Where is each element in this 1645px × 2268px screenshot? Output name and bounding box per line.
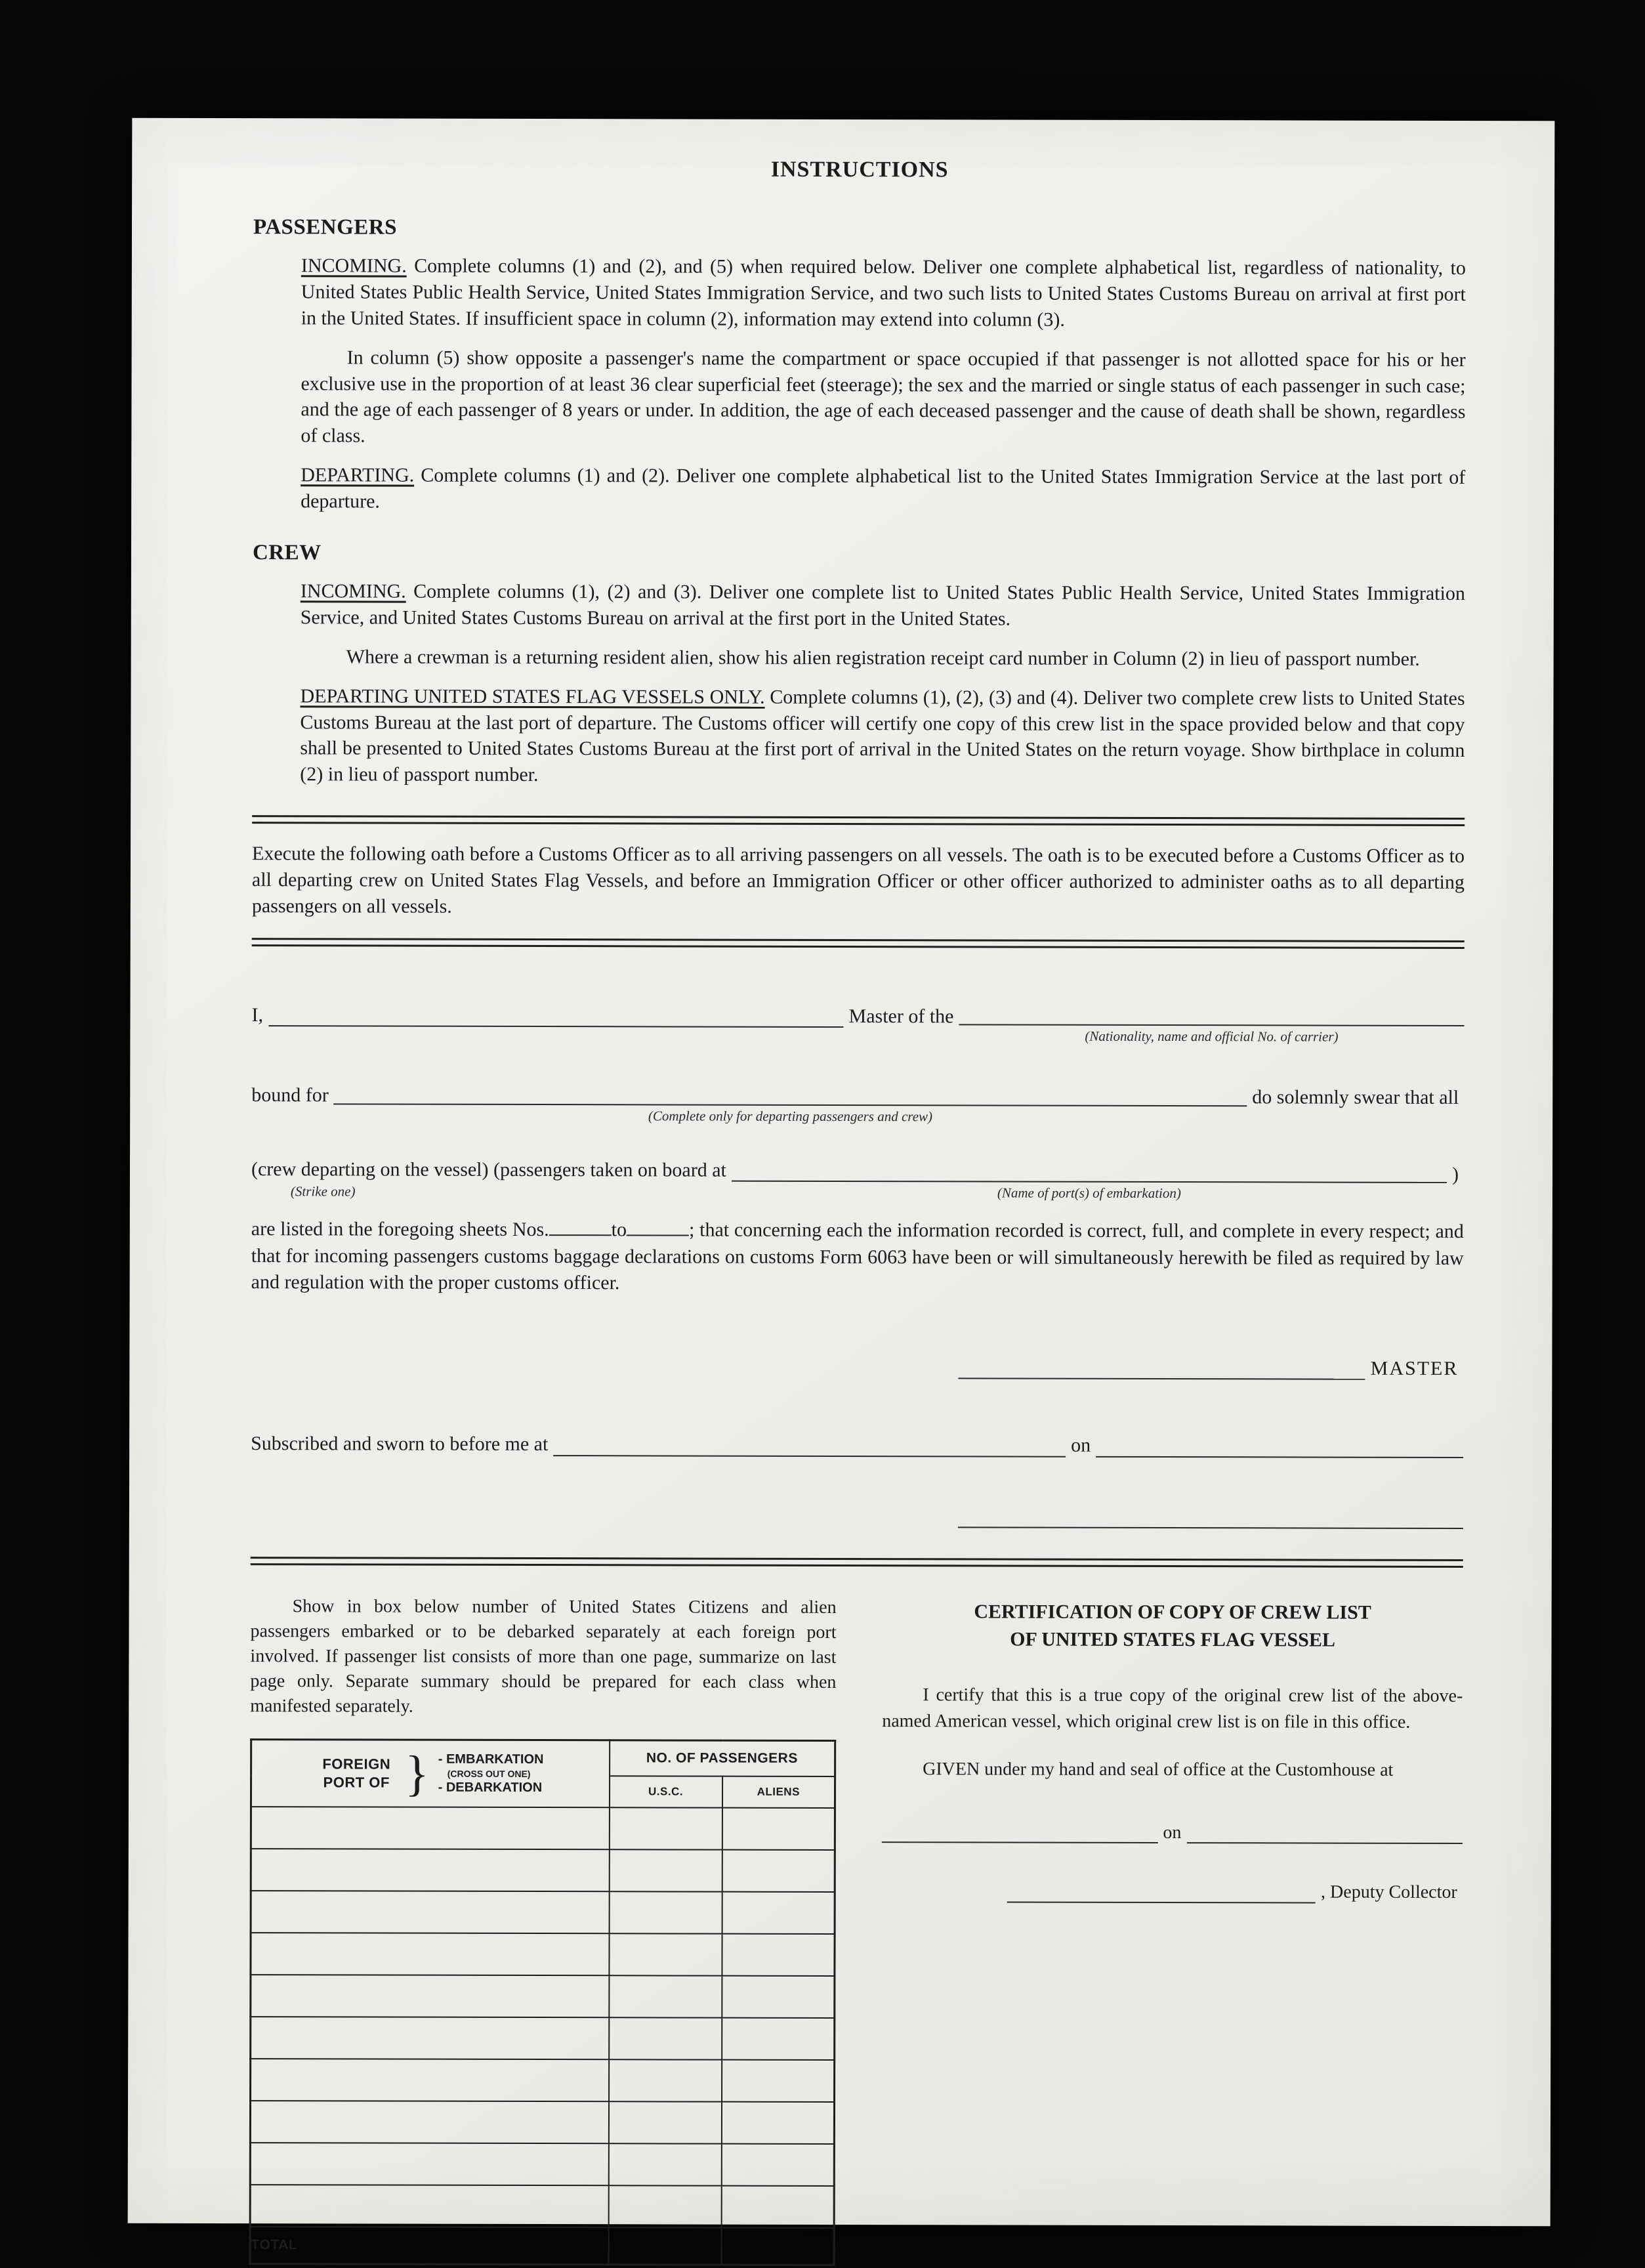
passengers-heading: PASSENGERS bbox=[253, 215, 1466, 242]
summary-table-row bbox=[250, 2101, 834, 2144]
summary-table-cell bbox=[721, 2144, 834, 2186]
summary-table-cell bbox=[250, 2185, 608, 2227]
summary-table-cell bbox=[251, 1891, 609, 1933]
summary-table-cell bbox=[250, 2143, 608, 2185]
carrier-blank-group bbox=[959, 1018, 1464, 1030]
summary-table-cell bbox=[251, 2059, 609, 2101]
certify-paragraph: I certify that this is a true copy of the original crew list of the above-named American vessel, which original crew list is on file in this office. bbox=[882, 1682, 1463, 1735]
summary-table-cell bbox=[609, 1808, 722, 1850]
summary-table-row bbox=[250, 2143, 834, 2186]
swear-text: do solemnly swear that all bbox=[1247, 1087, 1464, 1110]
certification-title bbox=[882, 1598, 1463, 1654]
summary-table-cell bbox=[608, 2186, 721, 2228]
crew-departing-line bbox=[251, 1158, 1464, 1186]
customhouse-on-label: on bbox=[1157, 1822, 1186, 1843]
summary-table-cell bbox=[722, 1850, 835, 1892]
deputy-collector-line bbox=[882, 1881, 1463, 1903]
debarkation-label: - DEBARKATION bbox=[438, 1780, 544, 1796]
foreign-port-header-cell bbox=[251, 1740, 609, 1808]
summary-table-cell bbox=[722, 1808, 835, 1850]
sworn-place-blank bbox=[553, 1448, 1066, 1458]
oath-intro-paragraph: Execute the following oath before a Customs Officer as to all arriving passengers on all vessels. The oath is to be executed before a Customs Officer as to all departing crew on United States Flag Vessels, and before an Immigration Officer or other officer authorized to administer oaths as to all departing passengers on all vessels. bbox=[252, 841, 1465, 922]
summary-table-header bbox=[251, 1740, 835, 1808]
crew-resident-alien-paragraph: Where a crewman is a returning resident alien, show his alien registration receipt card number in Column (2) in lieu of passport number. bbox=[301, 644, 1465, 673]
customhouse-line bbox=[882, 1822, 1463, 1844]
i-label: I, bbox=[251, 1004, 268, 1027]
embarkation-port-caption: (Name of port(s) of embarkation) bbox=[732, 1182, 1447, 1186]
crew-heading: CREW bbox=[253, 541, 1465, 568]
summary-table-cell bbox=[722, 1934, 835, 1976]
customhouse-date-blank bbox=[1186, 1836, 1463, 1844]
strike-one-group bbox=[251, 1158, 732, 1185]
subscribed-text: Subscribed and sworn to before me at bbox=[251, 1433, 553, 1456]
listed-text-2: ; that concerning each the information recorded is correct, full, and complete in every respect; and that for incoming passengers customs baggage declarations on customs Form 6063 have been or will simultaneously herewith be filed as required by law and regulation with the proper customs officer. bbox=[251, 1219, 1464, 1294]
bound-for-label: bound for bbox=[251, 1085, 334, 1108]
deputy-signature-blank bbox=[1007, 1895, 1316, 1903]
summary-table-cell bbox=[722, 2018, 835, 2060]
sheets-listed-paragraph bbox=[251, 1217, 1464, 1299]
summary-table-row bbox=[251, 1933, 835, 1976]
passenger-summary-column bbox=[249, 1591, 837, 2266]
passengers-incoming-text: Complete columns (1) and (2), and (5) when required below. Deliver one complete alphabetical list, regardless of nationality, to United States Public Health Service, United States Immigration Service, and two such lists to United States Customs Bureau on arrival at first port in the United States. If insufficient space in column (2), information may extend into column (3). bbox=[301, 255, 1466, 331]
summary-table-cell bbox=[609, 1976, 722, 2018]
summary-table-empty-rows bbox=[250, 1807, 835, 2228]
master-name-blank bbox=[268, 1019, 844, 1028]
certification-title-line1: CERTIFICATION OF COPY OF CREW LIST bbox=[883, 1598, 1463, 1627]
summary-table-row bbox=[251, 1975, 835, 2018]
summary-table-row bbox=[251, 2017, 835, 2060]
master-signature-line bbox=[251, 1355, 1463, 1380]
summary-table-cell bbox=[722, 1976, 835, 2018]
summary-table-cell bbox=[609, 2060, 722, 2102]
embarkation-port-blank-group bbox=[732, 1174, 1447, 1186]
summary-table-cell bbox=[722, 1892, 835, 1934]
given-paragraph: GIVEN under my hand and seal of office at the Customhouse at bbox=[882, 1757, 1463, 1784]
strike-one-caption: (Strike one) bbox=[251, 1181, 732, 1185]
foreign-port-header-inner bbox=[252, 1744, 609, 1803]
to-label: to bbox=[612, 1219, 627, 1241]
summary-table-cell bbox=[608, 2102, 721, 2144]
summary-table-row bbox=[251, 1891, 835, 1934]
master-label: MASTER bbox=[1365, 1358, 1464, 1381]
summary-table-cell bbox=[251, 2017, 609, 2059]
aliens-header: ALIENS bbox=[722, 1776, 835, 1808]
no-of-passengers-header: NO. OF PASSENGERS bbox=[610, 1740, 835, 1776]
brace-glyph: } bbox=[405, 1753, 429, 1796]
summary-table-cell bbox=[721, 2186, 834, 2228]
crew-incoming-text: Complete columns (1), (2) and (3). Deliver one complete list to United States Public Health Service, United States Immigration Service, and United States Customs Bureau on arrival at the first port in the United States. bbox=[301, 581, 1465, 630]
summary-table-cell bbox=[251, 1807, 609, 1849]
summary-table-row bbox=[251, 2059, 835, 2102]
summary-table-cell bbox=[251, 1933, 609, 1975]
summary-table-cell bbox=[251, 1849, 609, 1891]
usc-header: U.S.C. bbox=[609, 1776, 722, 1808]
master-signature-spacer bbox=[251, 1378, 958, 1379]
embark-debark-stack bbox=[438, 1752, 544, 1797]
master-of-the-label: Master of the bbox=[844, 1005, 959, 1028]
summary-table-cell bbox=[609, 1892, 722, 1934]
carrier-caption: (Nationality, name and official No. of carrier) bbox=[959, 1026, 1464, 1030]
summary-table-cell bbox=[609, 2018, 722, 2060]
summary-table-cell bbox=[609, 1934, 722, 1976]
passengers-incoming-paragraph bbox=[301, 253, 1466, 333]
master-signature-blank bbox=[959, 1372, 1365, 1380]
summary-table-cell bbox=[251, 1975, 609, 2017]
crew-incoming-label: INCOMING. bbox=[301, 580, 406, 602]
summary-table-row bbox=[251, 1807, 835, 1850]
officer-signature-spacer bbox=[251, 1526, 958, 1528]
double-rule-top bbox=[252, 815, 1465, 826]
summary-table-cell bbox=[722, 2060, 835, 2102]
deputy-collector-label: , Deputy Collector bbox=[1316, 1882, 1463, 1904]
crew-departing-paragraph bbox=[300, 683, 1465, 790]
listed-text-1: are listed in the foregoing sheets Nos. bbox=[251, 1219, 549, 1241]
passengers-departing-paragraph bbox=[301, 463, 1465, 517]
summary-instructions: Show in box below number of United States Citizens and alien passengers embarked or to be debarked separately at each foreign port involved. If passenger list consists of more than one page, summarize on last page only. Separate summary should be prepared for each class when manifested separately. bbox=[250, 1594, 836, 1720]
certification-title-line2: OF UNITED STATES FLAG VESSEL bbox=[882, 1626, 1463, 1654]
summary-table-row bbox=[251, 1849, 835, 1892]
passengers-departing-label: DEPARTING. bbox=[301, 465, 414, 486]
crew-departing-text: Complete columns (1), (2), (3) and (4). Deliver two complete crew lists to United States Customs Bureau at the last port of departure. The Customs officer will certify one copy of this crew list in the space provided below and that copy shall be presented to United States Customs Bureau at the first port of arrival in the United States on the return voyage. Show birthplace in column (2) in lieu of passport number. bbox=[300, 686, 1465, 786]
sheets-from-blank bbox=[549, 1232, 612, 1236]
page-title: INSTRUCTIONS bbox=[253, 156, 1466, 184]
master-name-line bbox=[251, 1004, 1464, 1029]
destination-caption: (Complete only for departing passengers and crew) bbox=[334, 1104, 1247, 1109]
total-label-cell: TOTAL bbox=[250, 2227, 608, 2265]
close-paren: ) bbox=[1447, 1164, 1464, 1186]
crew-departing-label: DEPARTING UNITED STATES FLAG VESSELS ONLY. bbox=[300, 685, 764, 707]
sworn-on-label: on bbox=[1066, 1435, 1096, 1458]
sworn-date-blank bbox=[1096, 1450, 1463, 1458]
bound-for-line bbox=[251, 1085, 1464, 1110]
passengers-incoming-label: INCOMING. bbox=[301, 255, 407, 276]
paper bbox=[128, 118, 1555, 2227]
summary-table-cell bbox=[721, 2102, 834, 2144]
cross-out-one-label: (CROSS OUT ONE) bbox=[438, 1768, 544, 1780]
total-usc-cell bbox=[608, 2228, 721, 2265]
summary-table-cell bbox=[608, 2144, 721, 2186]
summary-table-cell bbox=[250, 2101, 608, 2143]
total-aliens-cell bbox=[721, 2228, 834, 2265]
crew-incoming-paragraph bbox=[301, 578, 1465, 633]
passenger-summary-table bbox=[249, 1738, 837, 2266]
subscribed-line bbox=[251, 1433, 1463, 1458]
double-rule-oath bbox=[252, 938, 1465, 949]
destination-blank-group bbox=[334, 1097, 1247, 1109]
officer-signature-line bbox=[251, 1519, 1463, 1529]
summary-table-cell bbox=[609, 1850, 722, 1892]
bottom-section bbox=[249, 1591, 1463, 2267]
summary-table-total bbox=[250, 2227, 834, 2265]
passengers-departing-text: Complete columns (1) and (2). Deliver one complete alphabetical list to the United States Immigration Service at the last port of departure. bbox=[301, 465, 1465, 513]
sheets-to-blank bbox=[627, 1232, 689, 1236]
passengers-column5-paragraph: In column (5) show opposite a passenger's name the compartment or space occupied if that passenger is not allotted space for his or her exclusive use in the proportion of at least 36 clear superficial feet (steerage); the sex and the married or single status of each passenger in such case; and the age of each passenger of 8 years or under. In addition, the age of each deceased passenger and the cause of death shall be shown, regardless of class. bbox=[301, 345, 1465, 452]
total-row bbox=[250, 2227, 834, 2265]
crew-departing-text-label: (crew departing on the vessel) (passengers taken on board at bbox=[251, 1158, 732, 1182]
embarkation-label: - EMBARKATION bbox=[438, 1752, 544, 1768]
certification-column bbox=[881, 1593, 1463, 2267]
customhouse-place-blank bbox=[882, 1835, 1158, 1843]
double-rule-bottom bbox=[251, 1557, 1463, 1568]
officer-signature-blank bbox=[958, 1520, 1463, 1529]
summary-table-row bbox=[250, 2185, 834, 2228]
foreign-port-label: FOREIGN PORT OF bbox=[317, 1755, 396, 1792]
